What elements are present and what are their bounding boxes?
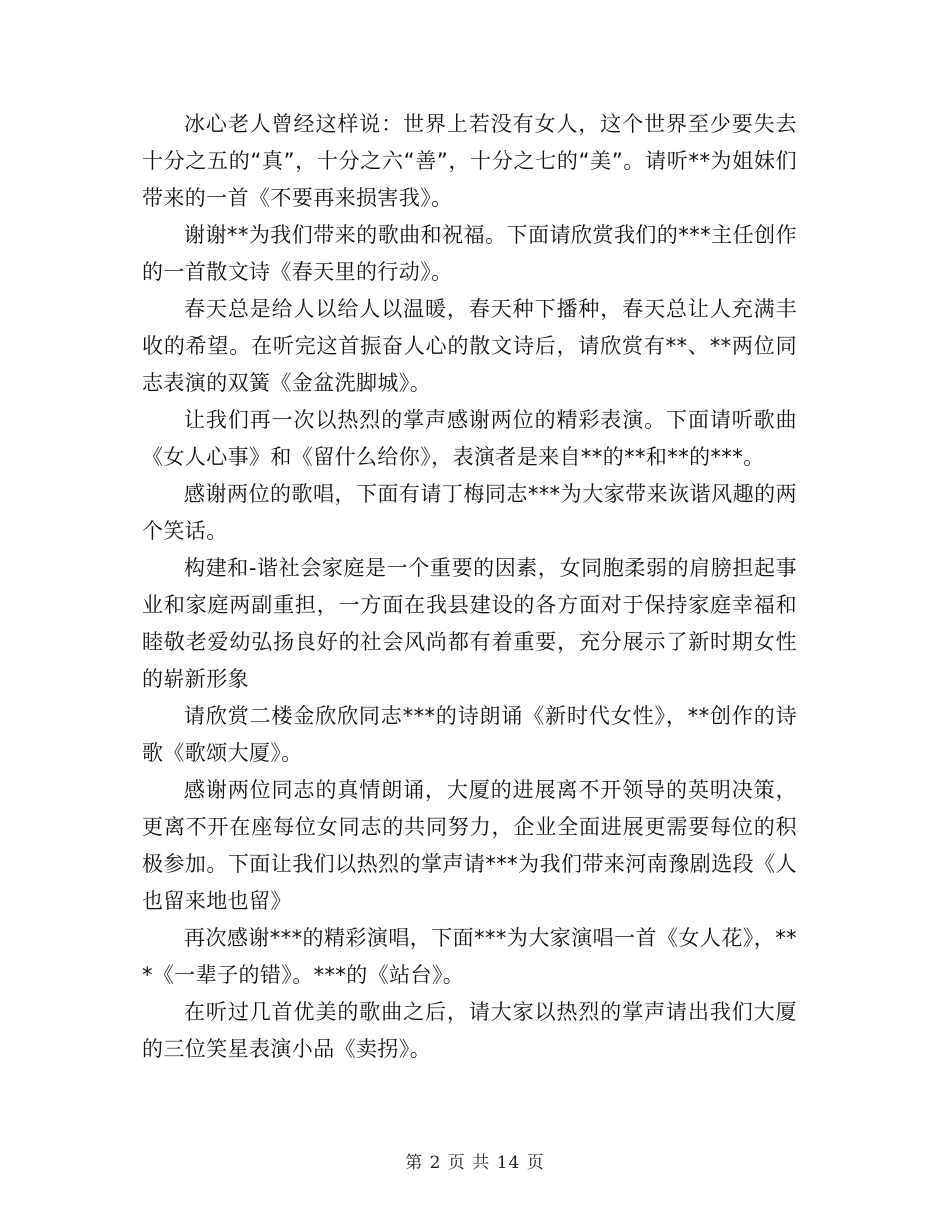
paragraph-3: 春天总是给人以给人以温暖，春天种下播种，春天总让人充满丰收的希望。在听完这首振奋人心的散文诗后，请欣赏有**、**两位同志表演的双簧《金盆洗脚城》。 <box>142 297 797 395</box>
paragraph-9: 再次感谢***的精彩演唱，下面***为大家演唱一首《女人花》，***《一辈子的错》。***的《站台》。 <box>142 926 797 987</box>
paragraph-7: 请欣赏二楼金欣欣同志***的诗朗诵《新时代女性》，**创作的诗歌《歌颂大厦》。 <box>142 704 797 765</box>
paragraph-8: 感谢两位同志的真情朗诵，大厦的进展离不开领导的英明决策，更离不开在座每位女同志的共同努力，企业全面进展更需要每位的积极参加。下面让我们以热烈的掌声请***为我们带来河南豫剧选段《人也留来地也留》 <box>142 778 797 913</box>
paragraph-5: 感谢两位的歌唱，下面有请丁梅同志***为大家带来诙谐风趣的两个笑话。 <box>142 482 797 543</box>
document-body <box>142 106 797 1068</box>
page-number-footer: 第 2 页 共 14 页 <box>405 1153 545 1173</box>
paragraph-4: 让我们再一次以热烈的掌声感谢两位的精彩表演。下面请听歌曲《女人心事》和《留什么给你》，表演者是来自**的**和**的***。 <box>142 408 797 469</box>
paragraph-10: 在听过几首优美的歌曲之后，请大家以热烈的掌声请出我们大厦的三位笑星表演小品《卖拐》。 <box>142 1000 797 1061</box>
paragraph-1: 冰心老人曾经这样说：世界上若没有女人，这个世界至少要失去十分之五的“真”，十分之六“善”，十分之七的“美”。请听**为姐妹们带来的一首《不要再来损害我》。 <box>142 112 797 210</box>
paragraph-6: 构建和-谐社会家庭是一个重要的因素，女同胞柔弱的肩膀担起事业和家庭两副重担，一方面在我县建设的各方面对于保持家庭幸福和睦敬老爱幼弘扬良好的社会风尚都有着重要，充分展示了新时期女性的崭新形象 <box>142 556 797 691</box>
paragraph-2: 谢谢**为我们带来的歌曲和祝福。下面请欣赏我们的***主任创作的一首散文诗《春天里的行动》。 <box>142 223 797 284</box>
